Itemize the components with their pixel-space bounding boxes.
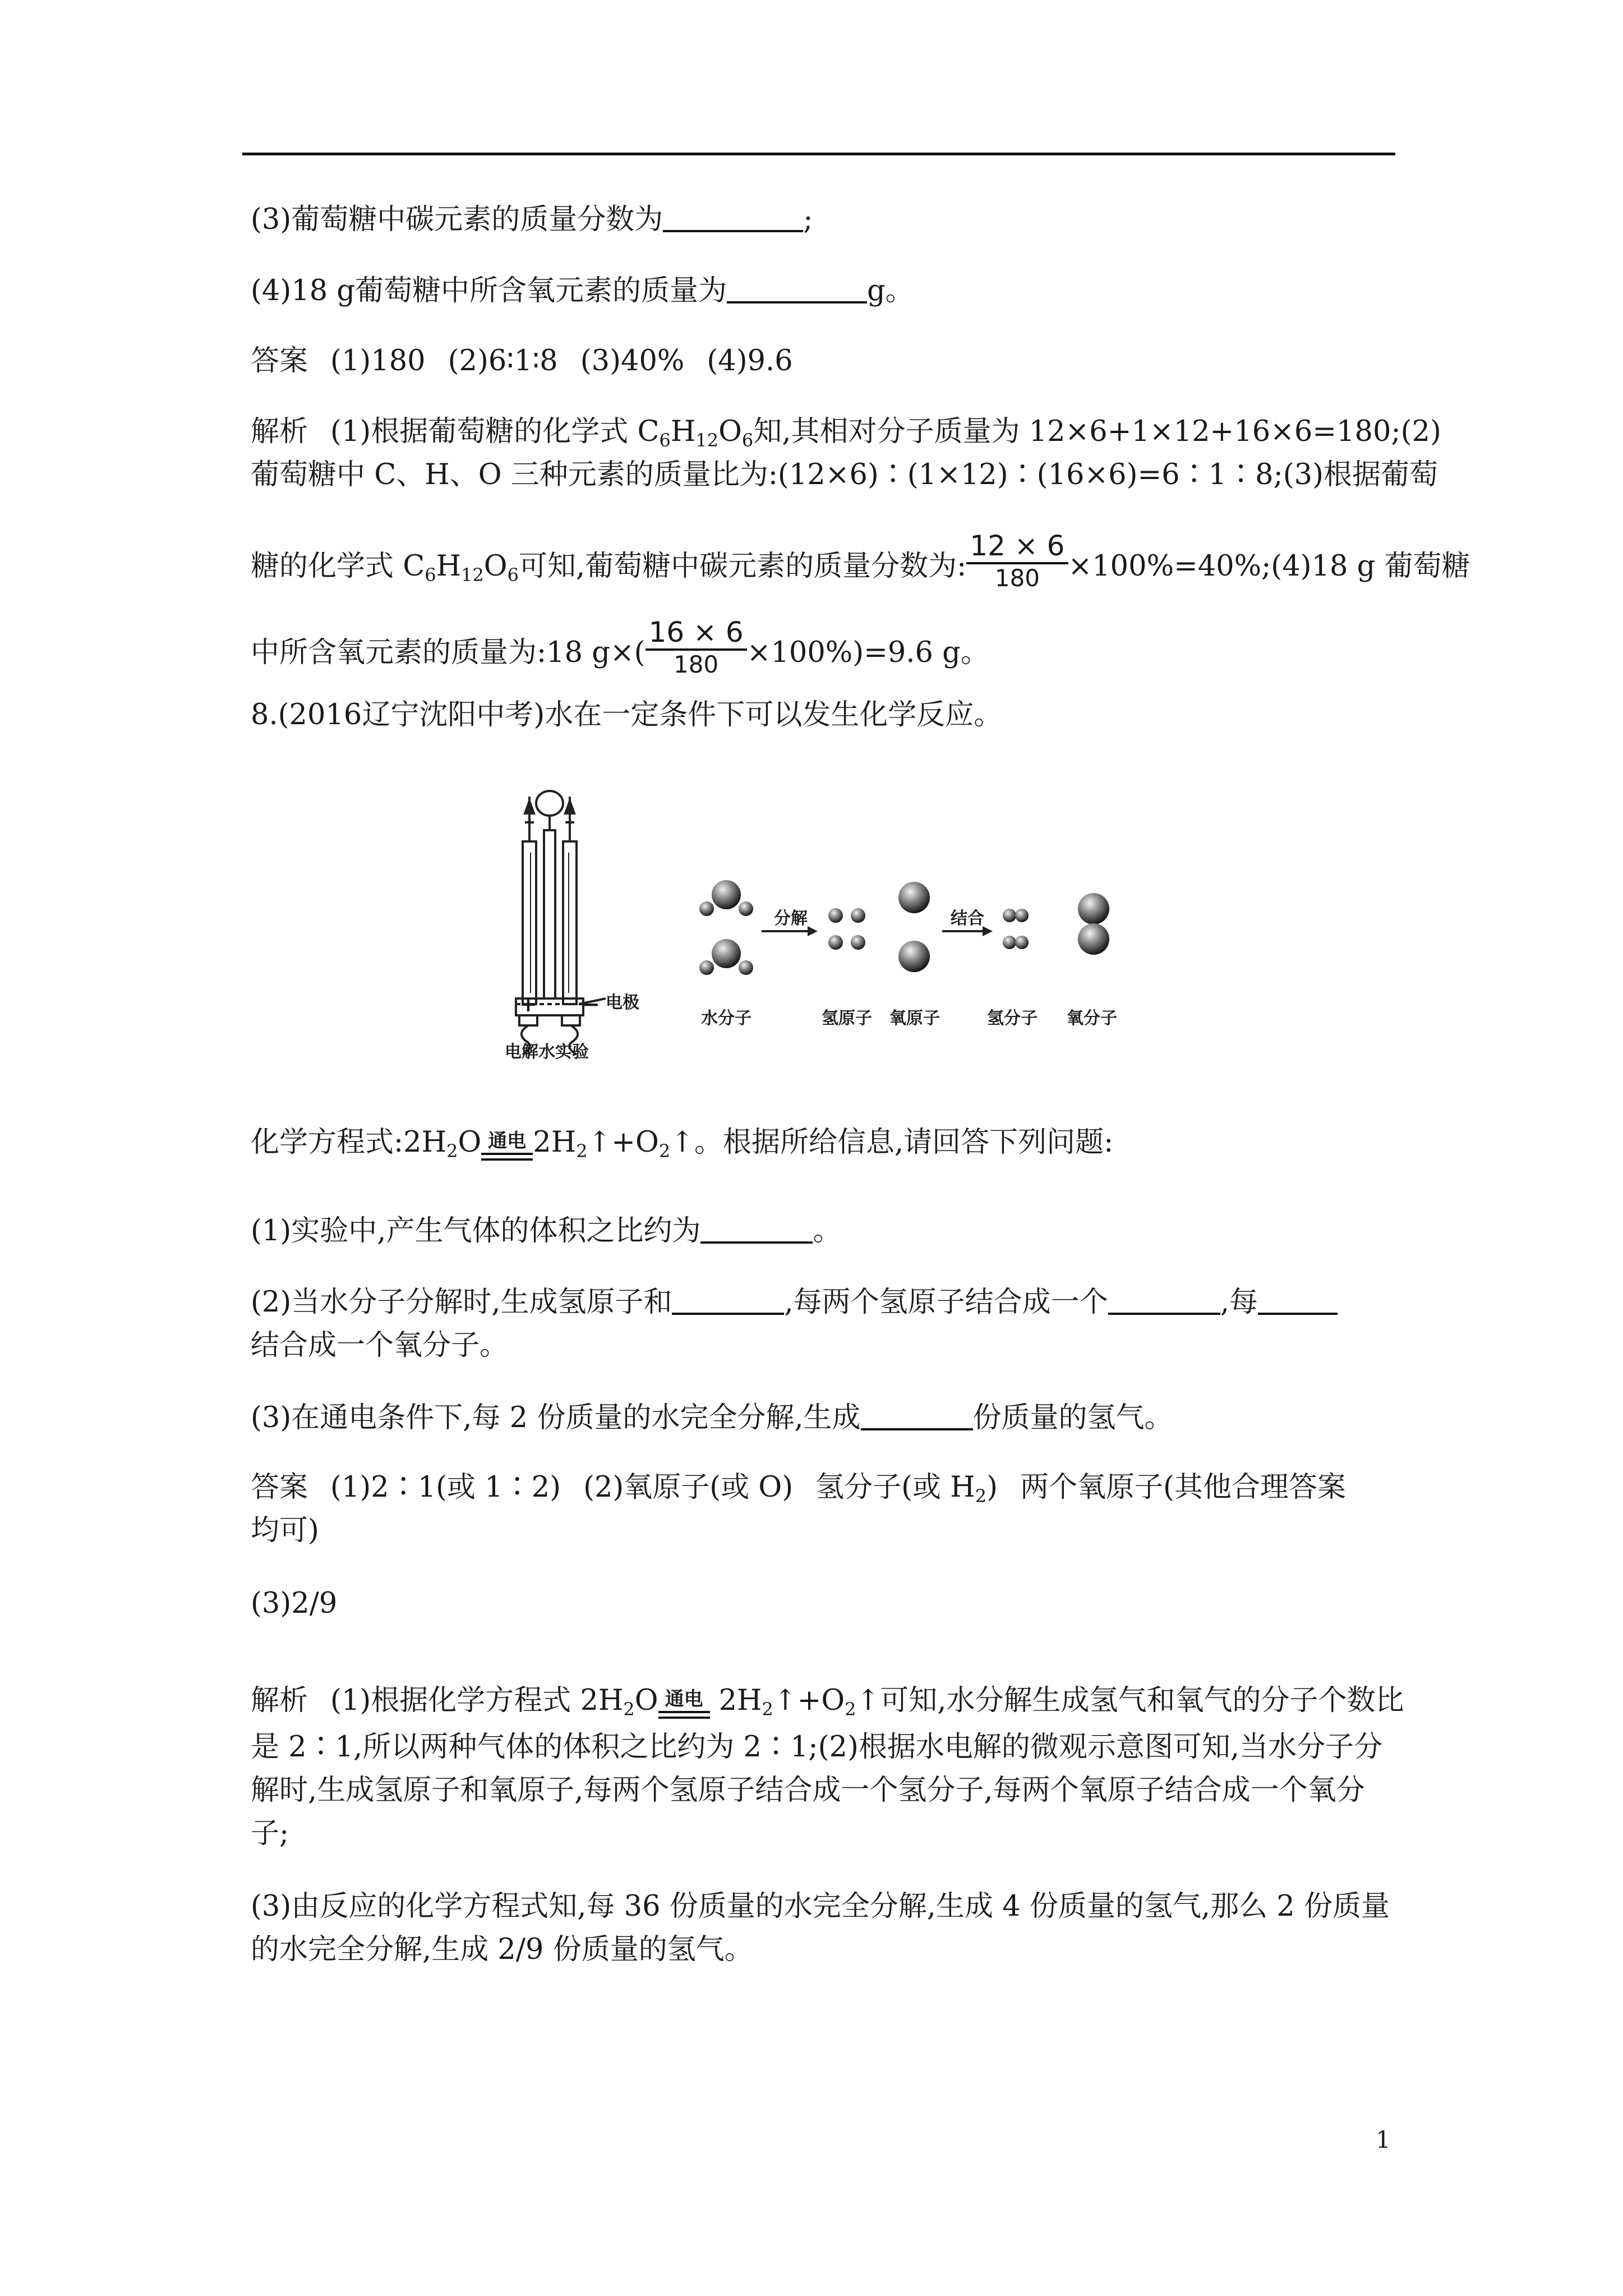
electrolysis-figure	[494, 774, 1166, 1066]
answer-blank[interactable]	[727, 277, 867, 303]
hydrogen-molecule-label: 氢分子	[987, 1009, 1038, 1028]
answer-blank[interactable]	[672, 1288, 784, 1315]
q8-answer-part3: (3)2/9	[251, 1587, 338, 1620]
reaction-condition: 通电	[658, 1690, 710, 1719]
q8-answer-line1: 答案 (1)2∶1(或 1∶2) (2)氧原子(或 O) 氢分子(或 $H_2$) 两个氧原子(其他合理答案	[251, 1471, 1346, 1507]
water-molecule-label: 水分子	[701, 1009, 751, 1028]
q8-equation: 化学方程式$:2H_2O$ 通电 $2H_2↑+O_2↑$。根据所给信息,请回答下列问题:	[251, 1126, 1114, 1162]
oxygen-atoms	[898, 882, 930, 972]
answer-blank[interactable]	[1258, 1288, 1338, 1315]
q7-analysis-line4: 中所含氧元素的质量为:18 g×( $\frac{16 \times 6}{180}$ ×100%)=9.6 g。	[251, 616, 989, 678]
q8-analysis-line3: 解时,生成氢原子和氧原子,每两个氢原子结合成一个氢分子,每两个氧原子结合成一个氧分	[251, 1774, 1365, 1807]
electrode-label: 电极	[606, 993, 639, 1013]
q8-analysis-line4: 子;	[251, 1817, 289, 1850]
q8-analysis2-line1: (3)由反应的化学方程式知,每 36 份质量的水完全分解,生成 4 份质量的氢气,那么 2 份质量	[251, 1890, 1390, 1923]
q7-analysis-line3: 糖的化学式 $C_6H_{12}O_6$可知,葡萄糖中碳元素的质量分数为: $\frac{12 \times 6}{180}$ ×100%=40%;(4)18 g 葡萄糖	[251, 530, 1470, 592]
q7-answer: 答案 (1)180 (2)6∶1∶8 (3)40% (4)9.6	[251, 344, 793, 378]
q8-analysis2-line2: 的水完全分解,生成 2/9 份质量的氢气。	[251, 1933, 753, 1966]
plus-sign: +	[519, 992, 537, 1016]
water-molecule	[699, 880, 753, 916]
fraction: $\frac{12 \times 6}{180}$	[966, 532, 1068, 590]
water-molecule	[699, 939, 753, 975]
q8-part2-line2: 结合成一个氧分子。	[251, 1329, 509, 1362]
q8-analysis-line1: 解析 (1)根据化学方程式 $2H_2O$ 通电 $2H_2↑+O_2↑$可知,水分解生成氢气和氧气的分子个数比	[251, 1684, 1404, 1720]
q8-part1: (1)实验中,产生气体的体积之比约为 。	[251, 1214, 842, 1248]
answer-blank[interactable]	[663, 205, 803, 232]
minus-sign: −	[582, 992, 600, 1016]
q7-analysis-line1: 解析 (1)根据葡萄糖的化学式 $C_6H_{12}O_6$知,其相对分子质量为 12×6+1×12+16×6=180;(2)	[251, 415, 1441, 451]
oxygen-molecule-label: 氧分子	[1067, 1009, 1117, 1028]
fraction: $\frac{16 \times 6}{180}$	[645, 618, 747, 677]
hydrogen-molecules	[1003, 909, 1029, 949]
hydrogen-atom-label: 氢原子	[822, 1009, 872, 1028]
decompose-label: 分解	[774, 909, 808, 928]
q8-title: 8.(2016辽宁沈阳中考)水在一定条件下可以发生化学反应。	[251, 698, 1003, 731]
reaction-condition: 通电	[481, 1131, 533, 1161]
oxygen-atom-label: 氧原子	[889, 1009, 940, 1028]
apparatus-caption: 电解水实验	[505, 1042, 589, 1062]
oxygen-molecule	[1078, 893, 1109, 955]
q8-analysis-line2: 是 2∶1,所以两种气体的体积之比约为 2∶1;(2)根据水电解的微观示意图可知,当水分子分	[251, 1731, 1383, 1764]
q7-part3: (3)葡萄糖中碳元素的质量分数为 ;	[251, 203, 813, 236]
answer-blank[interactable]	[1108, 1288, 1220, 1315]
page-number: 1	[1376, 2126, 1391, 2154]
hydrogen-atoms	[828, 908, 865, 950]
q8-part2-line1: (2)当水分子分解时,生成氢原子和 ,每两个氢原子结合成一个 ,每	[251, 1285, 1338, 1320]
q8-part3: (3)在通电条件下,每 2 份质量的水完全分解,生成 份质量的氢气。	[251, 1401, 1173, 1434]
header-rule	[242, 153, 1395, 155]
combine-label: 结合	[951, 909, 984, 928]
q8-answer-line2: 均可)	[251, 1514, 319, 1547]
answer-blank[interactable]	[700, 1217, 813, 1244]
q7-analysis-line2: 葡萄糖中 C、H、O 三种元素的质量比为:(12×6)∶(1×12)∶(16×6)=6∶1∶8;(3)根据葡萄	[251, 458, 1438, 491]
q7-part4: (4)18 g葡萄糖中所含氧元素的质量为 g。	[251, 274, 914, 307]
answer-blank[interactable]	[861, 1404, 973, 1430]
